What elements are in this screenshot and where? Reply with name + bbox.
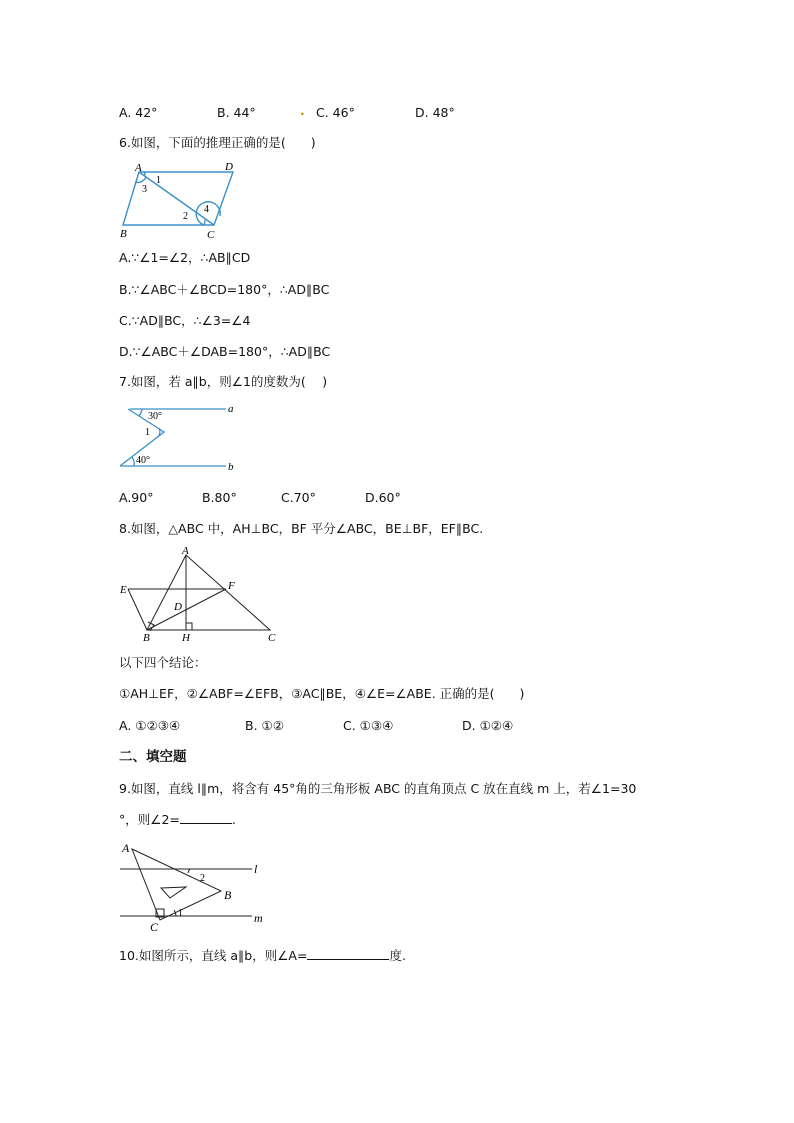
q6-label-d: D	[225, 161, 233, 173]
q8-segment-be	[128, 589, 147, 630]
q9-stem-pre: °，则∠2=	[119, 812, 180, 827]
q7-option-b: B.80°	[202, 490, 237, 505]
q8-conclusions: ①AH⊥EF，②∠ABF=∠EFB，③AC∥BE，④∠E=∠ABE. 正确的是( )	[119, 686, 525, 701]
q7-option-c: C.70°	[281, 490, 316, 505]
q6-label-b: B	[120, 228, 127, 240]
q5-option-c: C. 46°	[316, 105, 355, 120]
q10-stem	[119, 947, 406, 964]
q8-label-d: D	[174, 601, 182, 613]
q6-label-4: 4	[204, 204, 209, 215]
q7-angle-arc-30	[139, 409, 142, 416]
q9-triangle-abc	[132, 849, 221, 920]
q9-figure-set-square	[118, 836, 268, 934]
q8-label-e: E	[120, 584, 127, 596]
stray-dot-mark: .	[300, 103, 305, 118]
q9-stem-line2	[119, 811, 236, 828]
q6-option-c: C.∵AD∥BC，∴∠3=∠4	[119, 313, 251, 328]
q9-label-2: 2	[200, 873, 205, 884]
q9-label-a: A	[122, 841, 130, 855]
q7-label-1: 1	[145, 427, 150, 438]
q6-label-2: 2	[183, 211, 188, 222]
q9-stem-line1: 9.如图，直线 l∥m，将含有 45°角的三角形板 ABC 的直角顶点 C 放在直线 m 上，若∠1=30	[119, 781, 637, 796]
q6-label-c: C	[207, 229, 215, 240]
q5-option-a: A. 42°	[119, 105, 158, 120]
q8-label-b: B	[143, 632, 150, 643]
q6-diagonal-ac	[139, 172, 214, 225]
q10-stem-post: 度.	[389, 948, 406, 963]
q8-option-c: C. ①③④	[343, 718, 394, 733]
q6-angle-arc-2	[204, 220, 205, 225]
q9-label-l: l	[254, 862, 258, 876]
q9-label-1: 1	[178, 908, 183, 919]
q9-label-c: C	[150, 920, 159, 934]
q8-option-b: B. ①②	[245, 718, 284, 733]
q8-right-angle-h	[186, 623, 192, 630]
q8-label-f: F	[228, 580, 235, 592]
q7-angle-arc-40	[132, 457, 134, 466]
q8-stem: 8.如图，△ABC 中，AH⊥BC，BF 平分∠ABC，BE⊥BF，EF∥BC.	[119, 521, 484, 536]
q7-label-30: 30°	[148, 411, 162, 422]
q8-figure-triangle	[118, 545, 282, 643]
q6-option-d: D.∵∠ABC＋∠DAB=180°，∴AD∥BC	[119, 344, 331, 359]
q10-stem-pre: 10.如图所示，直线 a∥b，则∠A=	[119, 948, 308, 963]
q7-figure-parallel-lines	[118, 400, 244, 474]
q8-label-a: A	[182, 545, 189, 557]
q8-triangle-abc	[147, 555, 270, 630]
q9-angle-arc-2	[188, 869, 190, 873]
q8-option-a: A. ①②③④	[119, 718, 181, 733]
q6-parallelogram-abcd	[123, 172, 233, 225]
q8-intro: 以下四个结论：	[119, 655, 207, 670]
q7-label-40: 40°	[136, 455, 150, 466]
q9-triangle-inner-hole	[161, 887, 186, 898]
section-title-fill-in: 二、填空题	[119, 749, 187, 765]
q7-label-a: a	[228, 403, 234, 415]
q7-stem: 7.如图，若 a∥b，则∠1的度数为( )	[119, 374, 328, 389]
q9-label-b: B	[224, 888, 232, 902]
q7-option-d: D.60°	[365, 490, 401, 505]
q5-option-d: D. 48°	[415, 105, 455, 120]
q7-angle-arc-1	[158, 428, 160, 437]
q5-option-b: B. 44°	[217, 105, 256, 120]
q8-label-h: H	[182, 632, 190, 643]
q10-answer-blank[interactable]	[307, 947, 389, 960]
q6-stem: 6.如图，下面的推理正确的是( )	[119, 135, 316, 150]
q8-label-c: C	[268, 632, 276, 643]
q9-answer-blank[interactable]	[180, 811, 232, 824]
q6-option-a: A.∵∠1=∠2，∴AB∥CD	[119, 250, 251, 265]
q6-label-1: 1	[156, 175, 161, 186]
q7-option-a: A.90°	[119, 490, 154, 505]
q6-label-3: 3	[142, 184, 147, 195]
q6-figure-parallelogram	[118, 158, 246, 240]
q7-label-b: b	[228, 461, 234, 473]
q9-label-m: m	[254, 911, 263, 925]
q8-option-d: D. ①②④	[462, 718, 514, 733]
q6-label-a: A	[135, 162, 142, 174]
q6-option-b: B.∵∠ABC＋∠BCD=180°，∴AD∥BC	[119, 282, 330, 297]
q9-stem-post: .	[231, 812, 236, 827]
